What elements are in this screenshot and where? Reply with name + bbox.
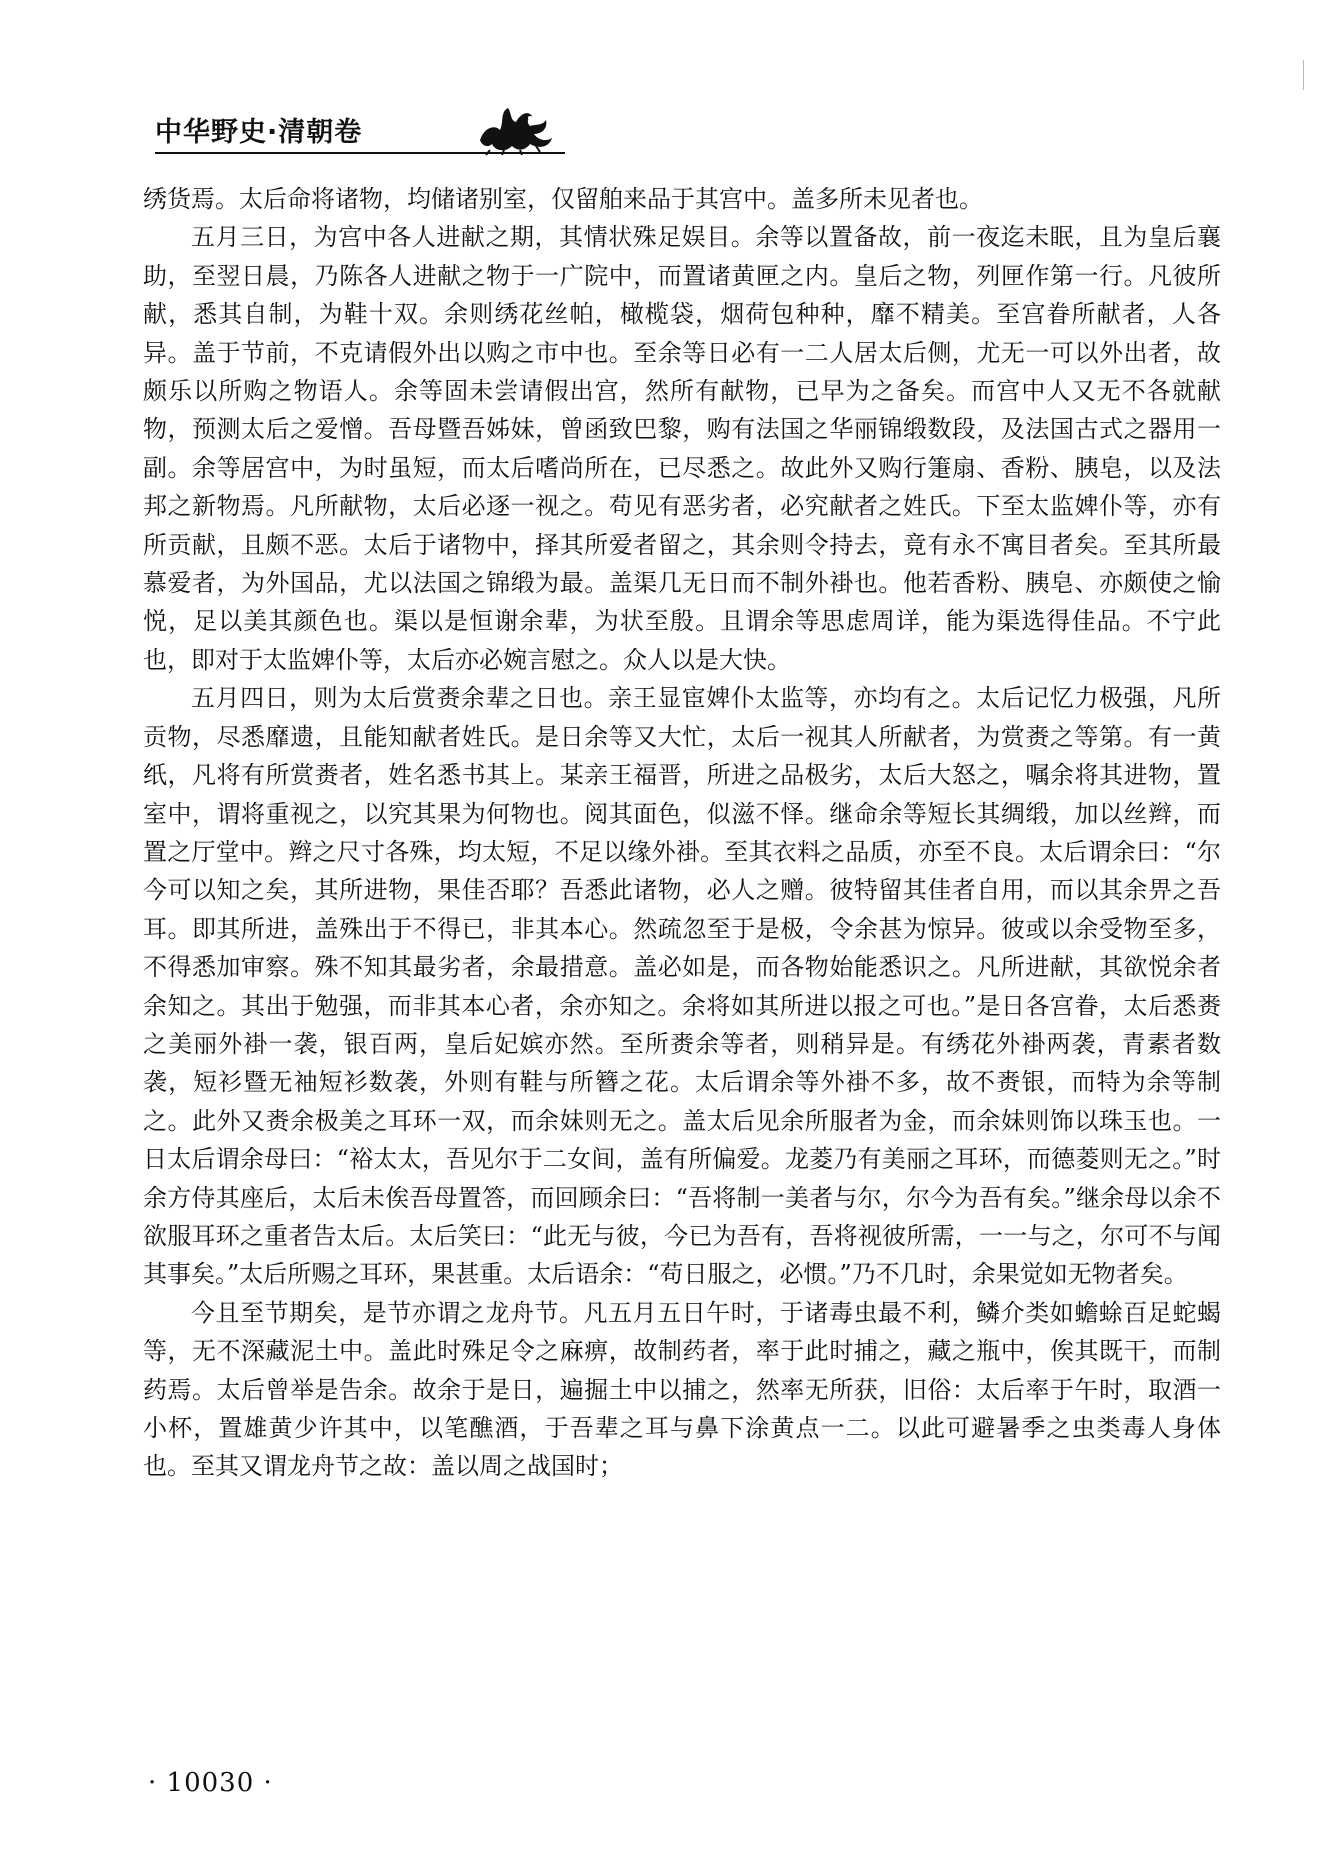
paragraph: 绣货焉。太后命将诸物，均储诸别室，仅留舶来品于其宫中。盖多所未见者也。 (143, 185, 983, 213)
paragraph: 五月三日，为宫中各人进献之期，其情状殊足娱目。余等以置备故，前一夜迄未眠，且为皇后襄助，至翌日晨，乃陈各人进献之物于一广院中，而置诸黄匣之内。皇后之物，列匣作第一行。凡彼所献，悉其自制，为鞋十双。余则绣花丝帕，橄榄袋，烟荷包种种，靡不精美。至宫眷所献者，人各异。盖于节前，不克请假外出以购之市中也。至余等日必有一二人居太后侧，尤无一可以外出者，故颇乐以所购之物语人。余等固未尝请假出宫，然所有献物，已早为之备矣。而宫中人又无不各就献物，预测太后之爱憎。吾母暨吾姊妹，曾函致巴黎，购有法国之华丽锦缎数段，及法国古式之器用一副。余等居宫中，为时虽短，而太后嗜尚所在，已尽悉之。故此外又购行箑扇、香粉、胰皂，以及法邦之新物焉。凡所献物，太后必逐一视之。苟见有恶劣者，必究献者之姓氏。下至太监婢仆等，亦有所贡献，且颇不恶。太后于诸物中，择其所爱者留之，其余则令持去，竟有永不寓目者矣。至其所最慕爱者，为外国品，尤以法国之锦缎为最。盖渠几无日而不制外褂也。他若香粉、胰皂、亦颇使之愉悦，足以美其颜色也。渠以是恒谢余辈，为状至殷。且谓余等思虑周详，能为渠选得佳品。不宁此也，即对于太监婢仆等，太后亦必婉言慰之。众人以是大快。 (143, 223, 1221, 674)
header-rule (155, 152, 565, 154)
paragraph: 今且至节期矣，是节亦谓之龙舟节。凡五月五日午时，于诸毒虫最不利，鳞介类如蟾蜍百足蛇蝎等，无不深藏泥土中。盖此时殊足令之麻痹，故制药者，率于此时捕之，藏之瓶中，俟其既干，而制药焉。太后曾举是告余。故余于是日，遍掘土中以捕之，然率无所获，旧俗：太后率于午时，取酒一小杯，置雄黄少许其中，以笔醮酒，于吾辈之耳与鼻下涂黄点一二。以此可避暑季之虫类毒人身体也。至其又谓龙舟节之故：盖以周之战国时； (143, 1298, 1221, 1481)
dragon-emblem-icon (470, 100, 560, 156)
running-title: 中华野史·清朝卷 (155, 117, 363, 148)
page-number: · 10030 · (148, 1768, 273, 1798)
body-text (143, 180, 1221, 1486)
paragraph: 五月四日，则为太后赏赉余辈之日也。亲王显宦婢仆太监等，亦均有之。太后记忆力极强，凡所贡物，尽悉靡遗，且能知献者姓氏。是日余等又大忙，太后一视其人所献者，为赏赉之等第。有一黄纸，凡将有所赏赉者，姓名悉书其上。某亲王福晋，所进之品极劣，太后大怒之，嘱余将其进物，置室中，谓将重视之，以究其果为何物也。阅其面色，似滋不怿。继命余等短长其绸缎，加以丝辫，而置之厅堂中。辫之尺寸各殊，均太短，不足以缘外褂。至其衣料之品质，亦至不良。太后谓余曰：“尔今可以知之矣，其所进物，果佳否耶？吾悉此诸物，必人之赠。彼特留其佳者自用，而以其余畀之吾耳。即其所进，盖殊出于不得已，非其本心。然疏忽至于是极，令余甚为惊异。彼或以余受物至多，不得悉加审察。殊不知其最劣者，余最措意。盖必如是，而各物始能悉识之。凡所进献，其欲悦余者余知之。其出于勉强，而非其本心者，余亦知之。余将如其所进以报之可也。”是日各宫眷，太后悉赉之美丽外褂一袭，银百两，皇后妃嫔亦然。至所赉余等者，则稍异是。有绣花外褂两袭，青素者数袭，短衫暨无袖短衫数袭，外则有鞋与所簪之花。太后谓余等外褂不多，故不赉银，而特为余等制之。此外又赉余极美之耳环一双，而余妹则无之。盖太后见余所服者为金，而余妹则饰以珠玉也。一日太后谓余母曰：“裕太太，吾见尔于二女间，盖有所偏爱。龙菱乃有美丽之耳环，而德菱则无之。”时余方侍其座后，太后未俟吾母置答，而回顾余曰：“吾将制一美者与尔，尔今为吾有矣。”继余母以余不欲服耳环之重者告太后。太后笑曰：“此无与彼，今已为吾有，吾将视彼所需，一一与之，尔可不与闻其事矣。”太后所赐之耳环，果甚重。太后语余：“苟日服之，必惯。”乃不几时，余果觉如无物者矣。 (143, 684, 1221, 1289)
scan-edge-mark (1303, 60, 1304, 90)
page-header (155, 100, 565, 160)
